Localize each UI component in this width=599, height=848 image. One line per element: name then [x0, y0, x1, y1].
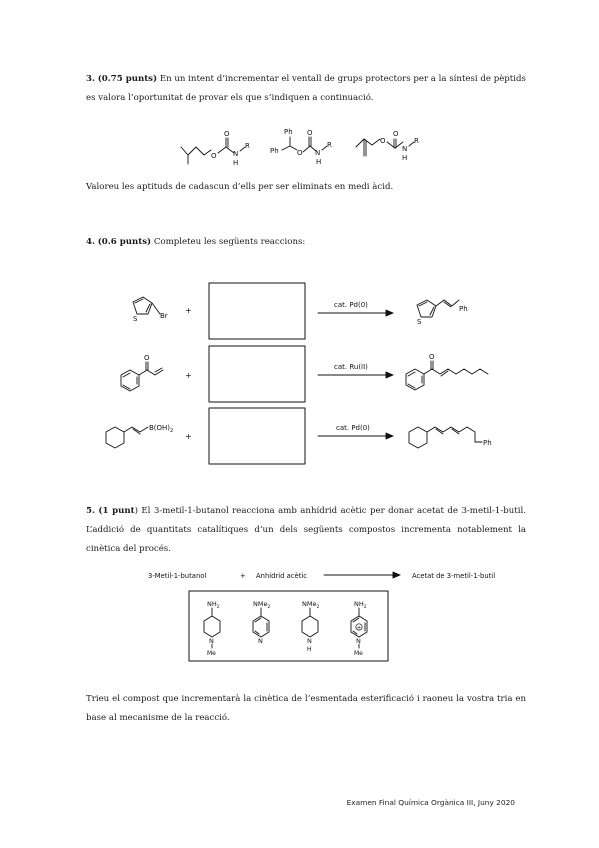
svg-text:O: O	[307, 129, 313, 137]
svg-text:O: O	[144, 354, 150, 362]
svg-text:3-Metil-1-butanol: 3-Metil-1-butanol	[148, 572, 207, 580]
svg-text:O: O	[211, 152, 217, 160]
question-5-prompt: Trieu el compost que incrementarà la cinètica de l’esmentada esterificació i raoneu la vostra tria en base al mecanisme de la reacció.	[86, 694, 526, 723]
svg-text:S: S	[417, 318, 422, 326]
styrylthiophene	[417, 300, 468, 326]
svg-text:Ph: Ph	[270, 147, 279, 155]
svg-text:S: S	[133, 315, 138, 323]
carbamate-methallyl	[356, 130, 419, 162]
svg-text:NH2: $NH_2$	[354, 600, 367, 610]
svg-text:Ph: Ph	[459, 305, 468, 313]
svg-text:+: +	[185, 306, 192, 315]
carbamate-isobutyl	[181, 130, 250, 167]
carbamate-benzhydryl	[270, 128, 332, 166]
question-3-statement: En un intent d’incrementar el ventall de grups protectors per a la síntesi de pèptids es valora l’oportunitat de provar els que s’indiquen a continuació.	[86, 74, 526, 103]
svg-text:NH2: $NH_2$	[207, 600, 220, 610]
svg-text:H: H	[307, 646, 312, 653]
question-4-points: (0.6 punts)	[97, 237, 152, 247]
svg-text:Me: Me	[207, 650, 216, 657]
catalyst-1	[204, 600, 220, 657]
esterification-scheme	[148, 572, 495, 580]
question-3-points: (0.75 punts)	[97, 74, 158, 84]
reaction-2	[121, 346, 488, 402]
svg-text:N: N	[209, 637, 214, 645]
svg-text:N: N	[356, 637, 361, 645]
svg-text:Br: Br	[160, 312, 168, 320]
page-footer: Examen Final Química Orgànica III, Juny 2020	[346, 798, 515, 807]
svg-text:Acetat de 3-metil-1-butil: Acetat de 3-metil-1-butil	[412, 572, 496, 580]
svg-text:cat. Ru(II): cat. Ru(II)	[334, 363, 368, 371]
svg-text:cat. Pd(0): cat. Pd(0)	[334, 301, 368, 309]
svg-text:NMe2: NMe$_2$	[302, 600, 320, 610]
svg-text:B(OH)2: $B(OH)_2$	[149, 424, 174, 434]
svg-text:H: H	[402, 154, 408, 162]
reaction-1	[133, 283, 468, 339]
svg-text:O: O	[429, 353, 435, 361]
svg-text:O: O	[224, 130, 230, 138]
svg-text:H: H	[233, 159, 239, 167]
svg-text:Anhídrid acètic: Anhídrid acètic	[256, 572, 307, 580]
question-3-number: 3.	[86, 74, 95, 84]
phenyl-vinyl-ketone	[121, 354, 163, 391]
svg-text:R: R	[245, 142, 250, 150]
svg-text:O: O	[297, 149, 303, 157]
svg-text:+: +	[185, 371, 192, 380]
catalyst-2	[253, 600, 270, 645]
svg-text:Ph: Ph	[284, 128, 293, 136]
enone-product	[406, 353, 488, 390]
svg-text:+: +	[356, 624, 362, 632]
svg-text:+: +	[185, 432, 192, 441]
reaction-3	[106, 408, 492, 464]
bromothiophene	[133, 297, 168, 323]
catalyst-3	[302, 600, 319, 653]
svg-text:Ph: Ph	[483, 439, 492, 447]
question-5-number: 5.	[86, 506, 95, 516]
question-5-statement: El 3-metil-1-butanol reacciona amb anhídrid acètic per donar acetat de 3-metil-1-butil.	[137, 506, 526, 516]
svg-text:N: N	[307, 637, 312, 645]
svg-text:N: N	[233, 150, 239, 158]
cyclohexyl-vinyl-boronic-acid	[106, 424, 173, 448]
svg-text:NMe2: NMe$_2$	[253, 600, 271, 610]
question-5-statement-rest: L’addició de quantitats catalítiques d’un dels següents compostos incrementa notablement la cinètica del procés.	[86, 525, 526, 554]
svg-text:O: O	[393, 130, 399, 138]
svg-text:O: O	[380, 137, 386, 145]
svg-text:R: R	[327, 141, 332, 149]
svg-text:cat. Pd(0): cat. Pd(0)	[336, 424, 370, 432]
question-5-points: (1 punt	[98, 506, 135, 516]
catalyst-4	[351, 600, 367, 657]
question-4-number: 4.	[86, 237, 95, 247]
svg-text:Me: Me	[354, 650, 363, 657]
svg-text:H: H	[316, 158, 322, 166]
question-3-prompt: Valoreu les aptituds de cadascun d’ells per ser eliminats en medi àcid.	[86, 182, 394, 192]
svg-text:N: N	[402, 145, 408, 153]
svg-text:N: N	[315, 149, 321, 157]
svg-text:N: N	[258, 637, 263, 645]
svg-text:+: +	[240, 572, 246, 580]
question-5-text: 5. (1 punt) El 3-metil-1-butanol reacciona amb anhídrid acètic per donar acetat de 3-metil-1-butil. L’addició de quantitats catalítiques d’un dels següents compostos incrementa notablement la cinètica del procés.	[86, 506, 526, 554]
diene-product	[409, 427, 492, 448]
svg-text:R: R	[414, 137, 419, 145]
question-4-statement: Completeu les següents reaccions:	[151, 237, 306, 247]
